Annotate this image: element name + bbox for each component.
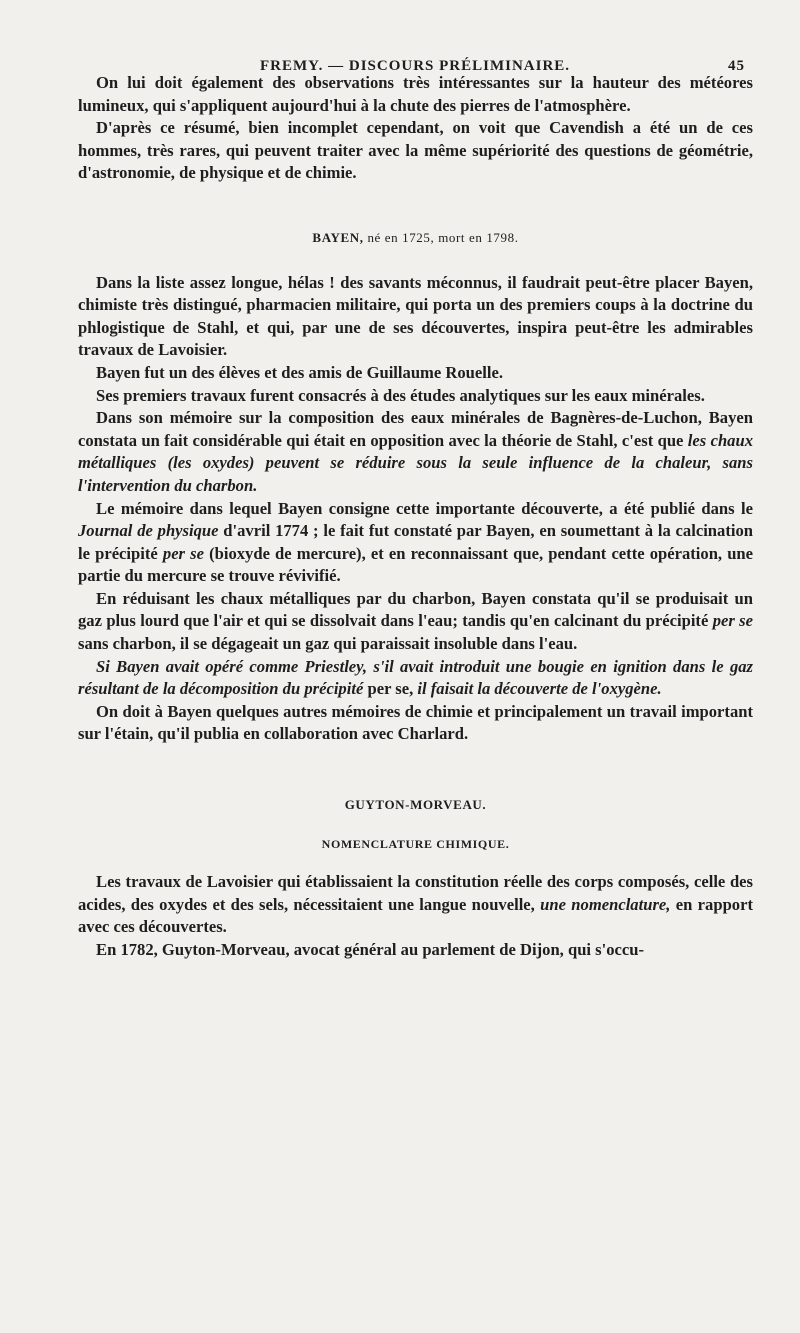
paragraph-cavendish-summary: D'après ce résumé, bien incomplet cependant, on voit que Cavendish a été un de ces hommes, très rares, qui peuvent traiter avec la même supériorité des questions de géométrie, d'astronomie, de physique et de chimie. xyxy=(78,118,753,183)
emphasis-nomenclature: une nomenclature, xyxy=(540,894,671,914)
paragraph-bayen-oxygen: Si Bayen avait opéré comme Priestley, s'il avait introduit une bougie en ignition dans le gaz résultant de la décomposition du précipité per se, il faisait la découverte de l'oxygène. xyxy=(78,656,753,699)
paragraph-bayen-intro: Dans la liste assez longue, hélas ! des savants méconnus, il faudrait peut-être placer Bayen, chimiste très distingué, pharmacien militaire, qui porta un des premiers coups à la doctrine du phlogistique de Stahl, et qui, par une de ses découvertes, inspira peut-être les admirables travaux de Lavoisier. xyxy=(78,272,753,360)
emphasis-chaux-metalliques: les chaux métalliques (les oxydes) peuvent se réduire sous la seule influence de la chaleur, sans l'intervention du charbon. xyxy=(78,430,753,495)
page-body xyxy=(78,72,753,962)
emphasis-journal-title: Journal de physique xyxy=(78,521,219,541)
paragraph-bayen-journal: Le mémoire dans lequel Bayen consigne cette importante découverte, a été publié dans le Journal de physique d'avril 1774 ; le fait fut constaté par Bayen, en soumettant à la calcination le précipité per se (bioxyde de mercure), et en reconnaissant que, pendant cette opération, une partie du mercure se trouve révivifié. xyxy=(78,498,754,586)
paragraph-bayen-etain: On doit à Bayen quelques autres mémoires de chimie et principalement un travail important sur l'étain, qu'il publia en collaboration avec Charlard. xyxy=(78,701,753,744)
section-heading-bayen xyxy=(78,227,753,250)
page-number: 45 xyxy=(728,58,745,74)
bayen-heading-name: BAYEN, xyxy=(312,229,364,245)
emphasis-per-se: per se xyxy=(712,611,753,631)
section-subheading-nomenclature: NOMENCLATURE CHIMIQUE. xyxy=(321,836,510,851)
bayen-heading-dates: né en 1725, mort en 1798. xyxy=(367,229,519,245)
paragraph-guyton-1782: En 1782, Guyton-Morveau, avocat général au parlement de Dijon, qui s'occu- xyxy=(96,940,645,959)
paragraph-bayen-luchon: Dans son mémoire sur la composition des eaux minérales de Bagnères-de-Luchon, Bayen constata un fait considérable qui était en opposition avec la théorie de Stahl, c'est que les chaux métalliques (les oxydes) peuvent se réduire sous la seule influence de la chaleur, sans l'intervention du charbon. xyxy=(78,408,753,495)
emphasis-priestley: Si Bayen avait opéré comme Priestley, s'il avait introduit une bougie en ignition dans le gaz résultant de la décomposition du précipité xyxy=(78,656,753,699)
paragraph-bayen-first-works: Ses premiers travaux furent consacrés à des études analytiques sur les eaux minérales. xyxy=(96,385,705,405)
running-head-title: FREMY. — DISCOURS PRÉLIMINAIRE. xyxy=(260,58,571,74)
paragraph-guyton-lavoisier: Les travaux de Lavoisier qui établissaient la constitution réelle des corps composés, celle des acides, des oxydes et des sels, nécessitaient une langue nouvelle, une nomenclature, en rapport avec ces découvertes. xyxy=(78,872,753,937)
paragraph-bayen-gas: En réduisant les chaux métalliques par du charbon, Bayen constata qu'il se produisait un gaz plus lourd que l'air et qui se dissolvait dans l'eau; tandis qu'en calcinant du précipité per se sans charbon, il se dégageait un gaz qui paraissait insoluble dans l'eau. xyxy=(78,588,753,654)
paragraph-meteors: On lui doit également des observations très intéressantes sur la hauteur des météores lumineux, qui s'appliquent aujourd'hui à la chute des pierres de l'atmosphère. xyxy=(78,73,753,115)
running-head xyxy=(78,50,753,72)
section-heading-guyton: GUYTON-MORVEAU. xyxy=(344,797,487,813)
emphasis-per-se: per se xyxy=(162,543,204,563)
paragraph-bayen-rouelle: Bayen fut un des élèves et des amis de Guillaume Rouelle. xyxy=(96,362,504,382)
emphasis-oxygene: il faisait la découverte de l'oxygène. xyxy=(417,679,662,699)
